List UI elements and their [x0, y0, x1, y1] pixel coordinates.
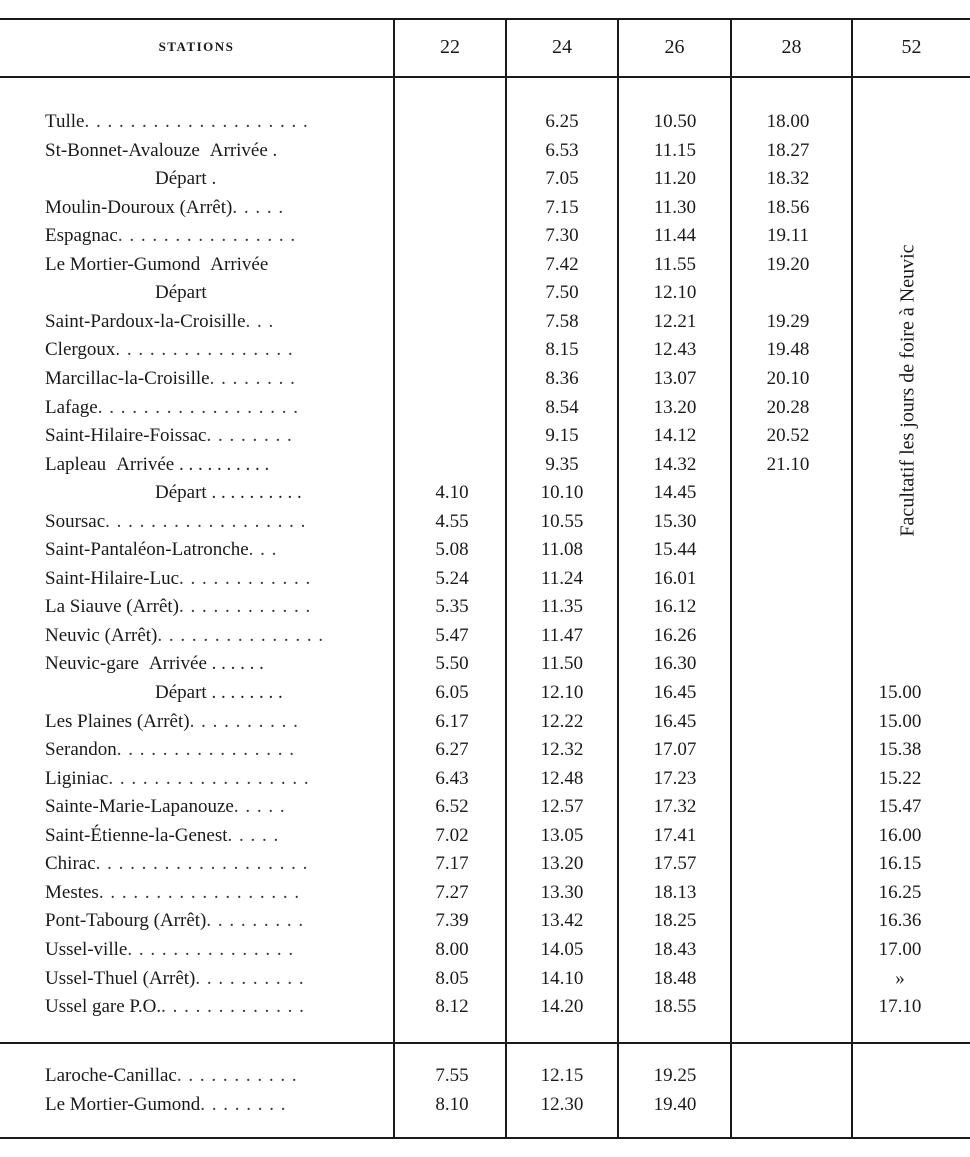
- table-row: [0, 736, 970, 764]
- table-row: [0, 137, 970, 165]
- time-22: 8.05: [435, 967, 469, 989]
- time-26: 16.12: [653, 596, 697, 618]
- table-row: [0, 394, 970, 422]
- station-name: Pont-Tabourg (Arrêt): [45, 910, 207, 932]
- table-row: [0, 308, 970, 336]
- time-24: 11.35: [540, 596, 584, 618]
- time-24: 8.54: [545, 396, 579, 418]
- station-name: Chirac: [45, 853, 96, 875]
- time-24: 14.20: [540, 996, 584, 1018]
- leader-dots: . . . . . . . . . . .: [176, 1065, 298, 1086]
- station-name: Saint-Pardoux-la-Croisille: [45, 310, 246, 332]
- time-24: 12.48: [540, 767, 584, 789]
- time-26: 16.26: [653, 624, 697, 646]
- time-24: 13.20: [540, 853, 584, 875]
- leader-dots: . . . . . . . . . . . .: [179, 596, 312, 618]
- arrival-departure-label: Départ: [155, 282, 207, 304]
- leader-dots: . . . . . . . . . . . . . . . . . . . .: [84, 111, 309, 132]
- table-row: [0, 593, 970, 621]
- time-26: 11.55: [653, 253, 697, 275]
- time-26: 16.30: [653, 653, 697, 675]
- station-name: Le Mortier-Gumond: [45, 253, 201, 275]
- table-row: [0, 194, 970, 222]
- time-26: 12.43: [653, 339, 697, 361]
- time-28: 19.20: [766, 253, 810, 275]
- time-22: 6.05: [435, 682, 469, 703]
- time-24: 8.15: [545, 339, 579, 361]
- table-row: [0, 451, 970, 479]
- table-row: [0, 479, 970, 507]
- time-22: 7.39: [435, 910, 469, 932]
- time-26: 18.13: [653, 881, 697, 903]
- station-name: Espagnac: [45, 225, 118, 247]
- arrival-departure-label: Départ . . . . . . . . . .: [155, 482, 302, 504]
- station-name: Ussel-ville: [45, 938, 128, 960]
- arrival-departure-label: Arrivée .: [209, 139, 278, 161]
- time-22: 5.50: [435, 653, 469, 675]
- station-name: Marcillac-la-Croisille: [45, 367, 210, 389]
- header-26: 26: [664, 35, 685, 58]
- leader-dots: . . . . . . . . . . . . .: [161, 996, 305, 1018]
- table-row: [0, 907, 970, 935]
- time-24: 11.24: [540, 567, 584, 589]
- leader-dots: . . . . . . . . . . . . . . .: [157, 624, 325, 646]
- station-name: Moulin-Douroux (Arrêt): [45, 196, 233, 218]
- table-row: [0, 936, 970, 964]
- leader-dots: . . . . . . . . . . . . . . .: [127, 938, 295, 960]
- leader-dots: . . . . . . . . . . . .: [179, 567, 312, 589]
- time-22: 6.17: [435, 710, 469, 732]
- arrival-departure-label: Arrivée . . . . . .: [148, 653, 264, 675]
- rule-header: [0, 76, 970, 78]
- time-52: 15.47: [878, 796, 922, 818]
- station-name: Les Plaines (Arrêt): [45, 710, 190, 732]
- leader-dots: . . . . .: [227, 824, 280, 846]
- time-26: 17.41: [653, 824, 697, 846]
- arrival-departure-label: Arrivée . . . . . . . . . .: [116, 453, 270, 475]
- vertical-note-text: Facultatif les jours de foire à Neuvic: [896, 243, 919, 537]
- time-24: 9.35: [545, 453, 579, 475]
- table-row: [0, 993, 970, 1021]
- time-52: 16.15: [878, 853, 922, 875]
- time-26: 15.44: [653, 539, 697, 561]
- table-row: [0, 650, 970, 678]
- table-row: [0, 793, 970, 821]
- time-52: 16.00: [878, 824, 922, 846]
- time-26: 16.45: [653, 682, 697, 703]
- time-52: 16.36: [878, 910, 922, 932]
- leader-dots: . . . . . . . . . . . . . . . .: [117, 225, 297, 247]
- time-52: 15.22: [878, 767, 922, 789]
- station-name: Neuvic-gare: [45, 653, 139, 675]
- time-26: 16.01: [653, 567, 697, 589]
- time-28: 18.27: [766, 139, 810, 161]
- leader-dots: . . . . . . . . . . . . . . . . . .: [97, 396, 299, 418]
- time-22: 6.52: [435, 796, 469, 818]
- time-52: 16.25: [878, 881, 922, 903]
- time-26: 14.12: [653, 425, 697, 447]
- arrival-departure-label: Départ . . . . . . . .: [155, 682, 283, 703]
- time-28: 21.10: [766, 453, 810, 475]
- station-name: Saint-Étienne-la-Genest: [45, 824, 228, 846]
- time-24: 12.10: [540, 682, 584, 703]
- time-26: 18.43: [653, 938, 697, 960]
- leader-dots: . . . . . . . . .: [206, 910, 305, 932]
- time-22: 7.55: [435, 1065, 469, 1086]
- arrival-departure-label: Arrivée: [210, 253, 269, 275]
- time-24: 12.57: [540, 796, 584, 818]
- table-row: [0, 1091, 970, 1119]
- time-24: 11.08: [540, 539, 584, 561]
- time-52: 17.10: [878, 996, 922, 1018]
- time-24: 7.05: [545, 168, 579, 190]
- time-24: 11.47: [540, 624, 584, 646]
- time-28: 20.52: [766, 425, 810, 447]
- station-name: Lapleau: [45, 453, 107, 475]
- time-26: 12.21: [653, 310, 697, 332]
- time-26: 12.10: [653, 282, 697, 304]
- time-24: 13.30: [540, 881, 584, 903]
- time-26: 10.50: [653, 111, 697, 132]
- table-row: [0, 279, 970, 307]
- time-28: 18.00: [766, 111, 810, 132]
- time-24: 7.58: [545, 310, 579, 332]
- table-row: [0, 165, 970, 193]
- station-name: St-Bonnet-Avalouze: [45, 139, 200, 161]
- station-name: Laroche-Canillac: [45, 1065, 177, 1086]
- time-24: 13.05: [540, 824, 584, 846]
- time-26: 17.57: [653, 853, 697, 875]
- time-52: 15.00: [878, 682, 922, 703]
- table-row: [0, 365, 970, 393]
- leader-dots: . . . . . . . .: [206, 425, 293, 447]
- arrival-departure-label: Départ .: [155, 168, 217, 190]
- leader-dots: . . . . . . . . . . . . . . . . . .: [98, 881, 301, 903]
- leader-dots: . . . . .: [233, 796, 286, 818]
- table-row: [0, 536, 970, 564]
- time-24: 14.05: [540, 938, 584, 960]
- table-row: [0, 765, 970, 793]
- time-52: 15.00: [878, 710, 922, 732]
- time-28: 19.11: [766, 225, 810, 247]
- table-row: [0, 708, 970, 736]
- time-26: 19.25: [653, 1065, 697, 1086]
- time-26: 17.23: [653, 767, 697, 789]
- leader-dots: . . . . . . . . . . . . . . . . . . .: [95, 853, 309, 875]
- leader-dots: . . . . . . . . . .: [195, 967, 305, 989]
- station-name: Soursac: [45, 510, 106, 532]
- time-26: 19.40: [653, 1094, 697, 1115]
- header-52: 52: [901, 35, 922, 58]
- leader-dots: . . . . . . . .: [209, 367, 296, 389]
- time-26: 11.30: [653, 196, 697, 218]
- station-name: Serandon: [45, 739, 117, 761]
- time-24: 6.25: [545, 111, 579, 132]
- time-24: 10.55: [540, 510, 584, 532]
- time-28: 19.48: [766, 339, 810, 361]
- time-24: 11.50: [540, 653, 584, 675]
- table-row: [0, 336, 970, 364]
- leader-dots: . . . . . . . . . . . . . . . .: [115, 339, 294, 361]
- table-row: [0, 1062, 970, 1090]
- time-24: 7.15: [545, 196, 579, 218]
- table-row: [0, 422, 970, 450]
- table-row: [0, 222, 970, 250]
- time-22: 8.00: [435, 938, 469, 960]
- table-row: [0, 679, 970, 707]
- time-24: 8.36: [545, 367, 579, 389]
- leader-dots: . . . . . . . .: [200, 1094, 287, 1115]
- time-24: 7.50: [545, 282, 579, 304]
- station-name: La Siauve (Arrêt): [45, 596, 179, 618]
- time-24: 10.10: [540, 482, 584, 504]
- time-24: 12.32: [540, 739, 584, 761]
- time-22: 6.27: [435, 739, 469, 761]
- leader-dots: . . . . . . . . . . . . . . . . . .: [105, 510, 307, 532]
- leader-dots: . . . . . . . . . . . . . . . . . .: [108, 767, 310, 789]
- leader-dots: . . . . . . . . . . . . . . . .: [116, 739, 296, 761]
- header-22: 22: [440, 35, 460, 58]
- table-row: [0, 850, 970, 878]
- station-name: Lafage: [45, 396, 98, 418]
- time-22: 5.47: [435, 624, 469, 646]
- time-28: 19.29: [766, 310, 810, 332]
- station-name: Saint-Pantaléon-Latronche: [45, 539, 249, 561]
- time-26: 11.44: [653, 225, 697, 247]
- leader-dots: . . .: [248, 539, 278, 561]
- leader-dots: . . . . .: [232, 196, 285, 218]
- time-28: 20.28: [766, 396, 810, 418]
- time-24: 13.42: [540, 910, 584, 932]
- station-name: Clergoux: [45, 339, 116, 361]
- header-28: 28: [781, 35, 802, 58]
- time-24: 12.22: [540, 710, 584, 732]
- station-name: Saint-Hilaire-Luc: [45, 567, 180, 589]
- table-row: [0, 251, 970, 279]
- time-22: 8.12: [435, 996, 469, 1018]
- time-26: 14.32: [653, 453, 697, 475]
- time-22: 5.24: [435, 567, 469, 589]
- time-26: 17.32: [653, 796, 697, 818]
- time-22: 7.02: [435, 824, 469, 846]
- leader-dots: . . . . . . . . . .: [189, 710, 299, 732]
- rule-bottom: [0, 1137, 970, 1139]
- time-24: 12.30: [540, 1094, 584, 1115]
- time-26: 18.48: [653, 967, 697, 989]
- time-24: 9.15: [545, 425, 579, 447]
- time-26: 11.15: [653, 139, 697, 161]
- time-26: 17.07: [653, 739, 697, 761]
- header-stations: STATIONS: [158, 39, 235, 54]
- time-22: 7.17: [435, 853, 469, 875]
- station-name: Saint-Hilaire-Foissac: [45, 425, 207, 447]
- table-row: [0, 965, 970, 993]
- station-name: Tulle: [45, 111, 85, 132]
- table-row: [0, 108, 970, 136]
- header-24: 24: [552, 35, 572, 58]
- station-name: Ussel-Thuel (Arrêt): [45, 967, 196, 989]
- table-row: [0, 565, 970, 593]
- time-22: 6.43: [435, 767, 469, 789]
- time-26: 13.07: [653, 367, 697, 389]
- leader-dots: . . .: [245, 310, 275, 332]
- time-24: 12.15: [540, 1065, 584, 1086]
- time-24: 6.53: [545, 139, 579, 161]
- time-22: 4.10: [435, 482, 469, 504]
- rule-section: [0, 1042, 970, 1044]
- station-name: Neuvic (Arrêt): [45, 624, 158, 646]
- time-26: 13.20: [653, 396, 697, 418]
- time-24: 14.10: [540, 967, 584, 989]
- time-26: 14.45: [653, 482, 697, 504]
- time-26: 11.20: [653, 168, 697, 190]
- time-22: 8.10: [435, 1094, 469, 1115]
- station-name: Liginiac: [45, 767, 109, 789]
- time-24: 7.30: [545, 225, 579, 247]
- time-22: 5.35: [435, 596, 469, 618]
- time-22: 7.27: [435, 881, 469, 903]
- station-name: Mestes: [45, 881, 99, 903]
- time-26: 15.30: [653, 510, 697, 532]
- station-name: Ussel gare P.O.: [45, 996, 162, 1018]
- table-row: [0, 508, 970, 536]
- time-28: 20.10: [766, 367, 810, 389]
- table-row: [0, 822, 970, 850]
- table-row: [0, 879, 970, 907]
- time-22: 5.08: [435, 539, 469, 561]
- time-52: »: [895, 967, 905, 989]
- station-name: Le Mortier-Gumond: [45, 1094, 201, 1115]
- station-name: Sainte-Marie-Lapanouze: [45, 796, 234, 818]
- time-24: 7.42: [545, 253, 579, 275]
- time-26: 16.45: [653, 710, 697, 732]
- time-52: 17.00: [878, 938, 922, 960]
- time-26: 18.55: [653, 996, 697, 1018]
- time-22: 4.55: [435, 510, 469, 532]
- table-row: [0, 622, 970, 650]
- time-28: 18.56: [766, 196, 810, 218]
- time-52: 15.38: [878, 739, 922, 761]
- time-28: 18.32: [766, 168, 810, 190]
- time-26: 18.25: [653, 910, 697, 932]
